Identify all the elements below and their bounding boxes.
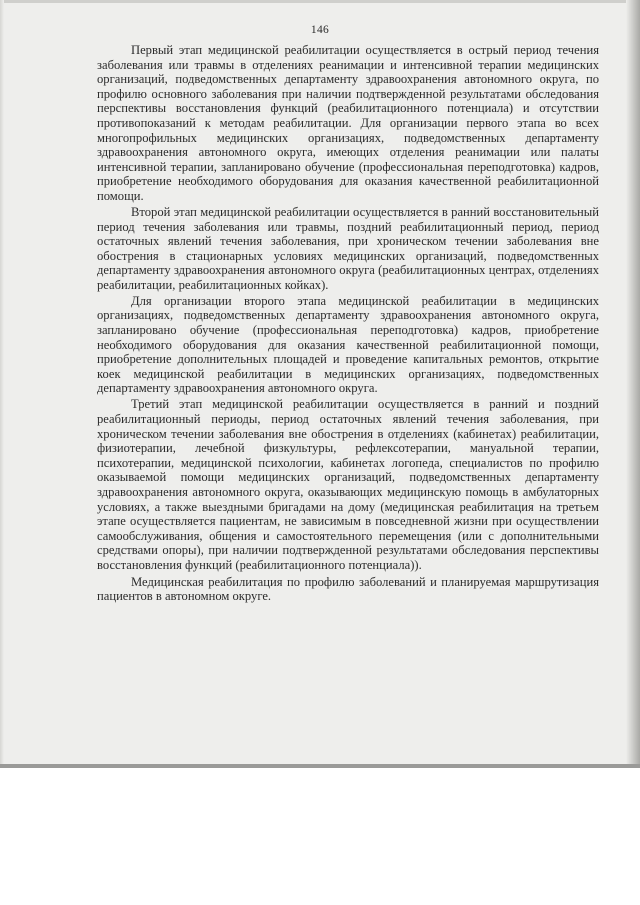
paragraph-first-stage: Первый этап медицинской реабилитации осуществляется в острый период течения заболевания или травмы в отделениях реанимации и интенсивной терапии медицинских организаций, подведомственных департаменту здравоохранения автономного округа, по профилю основного заболевания при наличии подтвержденной результатами обследования перспективы восстановления функций (реабилитационного потенциала) и отсутствии противопоказаний к методам реабилитации. Для организации первого этапа во всех многопрофильных медицинских организациях, подведомственных департаменту здравоохранения автономного округа, имеющих отделения реанимации или палаты интенсивной терапии, запланировано обучение (профессиональная переподготовка) кадров, приобретение необходимого оборудования для оказания качественной реабилитационной помощи. bbox=[97, 43, 599, 203]
paragraph-routing-heading: Медицинская реабилитация по профилю заболеваний и планируемая маршрутизация пациентов в автономном округе. bbox=[97, 574, 599, 604]
scan-edge-right bbox=[626, 0, 640, 768]
blank-area bbox=[0, 768, 640, 905]
document-body bbox=[97, 43, 599, 605]
paragraph-second-stage: Второй этап медицинской реабилитации осуществляется в ранний восстановительный период течения заболевания или травмы, поздний реабилитационный период, период остаточных явлений течения заболевания, при хроническом течении заболевания вне обострения в стационарных условиях медицинских организаций, подведомственных департаменту здравоохранения автономного округа (реабилитационных центрах, отделениях реабилитации, реабилитационных койках). bbox=[97, 204, 599, 292]
scan-edge-top bbox=[0, 0, 640, 3]
scan-edge-left bbox=[0, 0, 4, 768]
paragraph-third-stage: Третий этап медицинской реабилитации осуществляется в ранний и поздний реабилитационный периоды, период остаточных явлений течения заболевания, при хроническом течении заболевания вне обострения в отделениях (кабинетах) реабилитации, физиотерапии, лечебной физкультуры, рефлексотерапии, мануальной терапии, психотерапии, медицинской психологии, кабинетах логопеда, специалистов по профилю оказываемой помощи медицинских организаций, подведомственных департаменту здравоохранения автономного округа, оказывающих медицинскую помощь в амбулаторных условиях, а также выездными бригадами на дому (медицинская реабилитация на третьем этапе осуществляется пациентам, не зависимым в повседневной жизни при осуществлении самообслуживания, общения и самостоятельного перемещения (или с дополнительными средствами опоры), при наличии подтвержденной результатами обследования перспективы восстановления функций (реабилитационного потенциала)). bbox=[97, 397, 599, 572]
page-number: 146 bbox=[310, 24, 330, 36]
paragraph-second-stage-organization: Для организации второго этапа медицинской реабилитации в медицинских организациях, подведомственных департаменту здравоохранения автономного округа, запланировано обучение (профессиональная переподготовка) кадров, приобретение необходимого оборудования для оказания качественной реабилитационной помощи, приобретение дополнительных площадей и проведение капитальных ремонтов, открытие коек медицинской реабилитации в медицинских организациях, подведомственных департаменту здравоохранения автономного округа. bbox=[97, 293, 599, 396]
